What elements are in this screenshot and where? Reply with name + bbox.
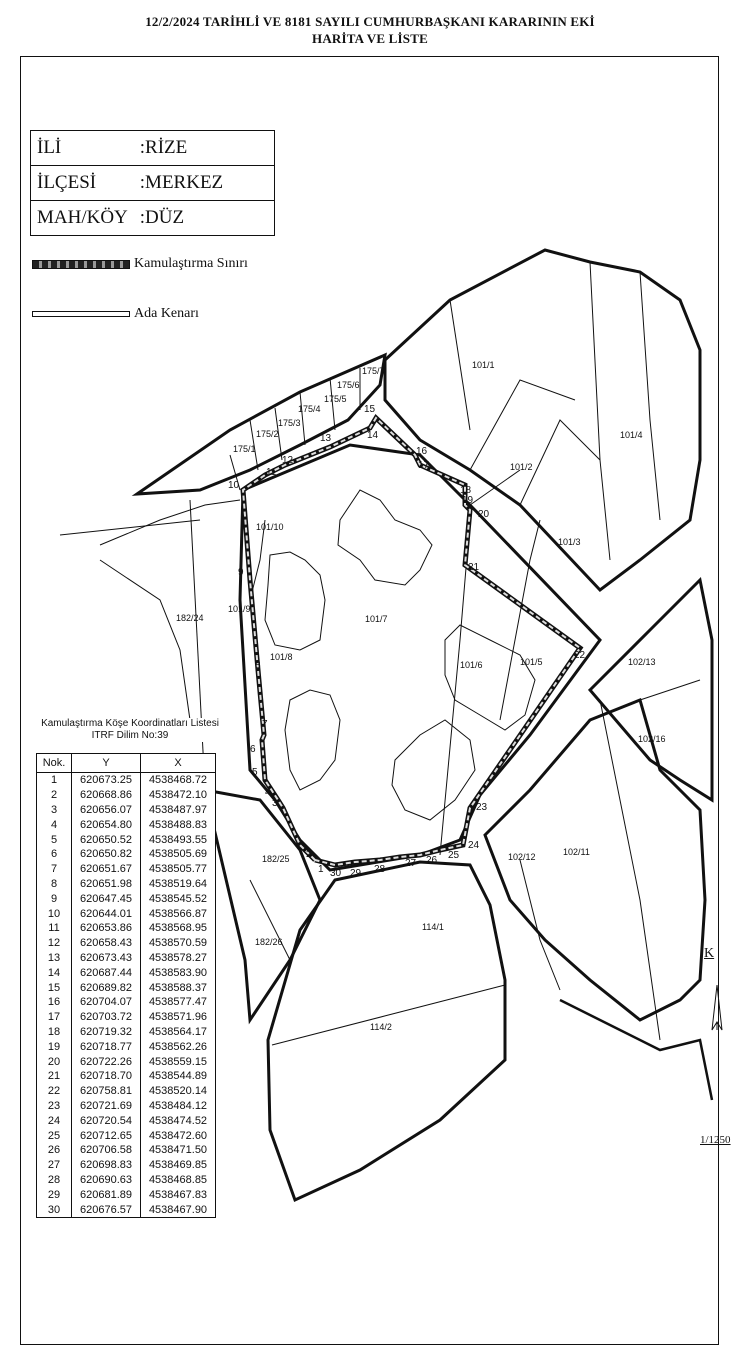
location-info-table <box>30 130 275 236</box>
x-coordinate: 4538583.90 <box>141 965 216 980</box>
table-row <box>37 817 216 832</box>
y-coordinate: 620673.25 <box>72 773 141 788</box>
legend-block-edge-label: Ada Kenarı <box>134 306 199 321</box>
corner-point-label: 19 <box>462 495 474 506</box>
y-coordinate: 620703.72 <box>72 1010 141 1025</box>
district-key: İLÇESİ <box>31 166 134 201</box>
x-coordinate: 4538570.59 <box>141 936 216 951</box>
y-coordinate: 620718.77 <box>72 1039 141 1054</box>
scale-label: 1/1250 <box>700 1134 731 1146</box>
table-row <box>37 877 216 892</box>
point-number: 9 <box>37 891 72 906</box>
point-number: 12 <box>37 936 72 951</box>
corner-point-label: 7 <box>262 719 268 730</box>
table-row <box>37 995 216 1010</box>
parcel-label: 182/24 <box>176 613 204 623</box>
point-number: 8 <box>37 877 72 892</box>
x-coordinate: 4538577.47 <box>141 995 216 1010</box>
x-coordinate: 4538468.72 <box>141 773 216 788</box>
coordinate-table <box>36 753 216 1218</box>
corner-point-label: 30 <box>330 868 342 879</box>
corner-point-label: 15 <box>364 404 376 415</box>
x-coordinate: 4538469.85 <box>141 1158 216 1173</box>
point-number: 18 <box>37 1025 72 1040</box>
col-header-x: X <box>141 754 216 773</box>
point-number: 5 <box>37 832 72 847</box>
table-row <box>37 1187 216 1202</box>
table-row <box>37 965 216 980</box>
corner-point-label: 13 <box>320 433 332 444</box>
parcel-label: 101/8 <box>270 652 293 662</box>
parcel-label: 175/5 <box>324 394 347 404</box>
point-number: 2 <box>37 788 72 803</box>
y-coordinate: 620698.83 <box>72 1158 141 1173</box>
point-number: 19 <box>37 1039 72 1054</box>
table-row <box>37 1025 216 1040</box>
y-coordinate: 620689.82 <box>72 980 141 995</box>
x-coordinate: 4538467.83 <box>141 1187 216 1202</box>
parcel-label: 182/26 <box>255 937 283 947</box>
table-row <box>37 1128 216 1143</box>
x-coordinate: 4538564.17 <box>141 1025 216 1040</box>
parcel-label: 175/2 <box>256 429 279 439</box>
corner-point-label: 21 <box>468 562 480 573</box>
table-row <box>37 1099 216 1114</box>
corner-point-label: 29 <box>350 868 362 879</box>
point-number: 24 <box>37 1113 72 1128</box>
parcel-label: 101/6 <box>460 660 483 670</box>
corner-point-label: 24 <box>468 840 480 851</box>
coord-caption-line2: ITRF Dilim No:39 <box>91 730 169 741</box>
corner-point-label: 22 <box>574 650 586 661</box>
village-value: :DÜZ <box>134 201 275 236</box>
x-coordinate: 4538568.95 <box>141 921 216 936</box>
parcel-label: 114/1 <box>422 922 444 932</box>
table-row <box>37 803 216 818</box>
table-row <box>37 980 216 995</box>
table-row <box>37 773 216 788</box>
point-number: 7 <box>37 862 72 877</box>
point-number: 10 <box>37 906 72 921</box>
parcel-label: 114/2 <box>370 1022 392 1032</box>
point-number: 15 <box>37 980 72 995</box>
building-outline <box>338 490 432 585</box>
block-edge-east-small <box>590 580 712 800</box>
x-coordinate: 4538571.96 <box>141 1010 216 1025</box>
table-row <box>37 1069 216 1084</box>
y-coordinate: 620704.07 <box>72 995 141 1010</box>
corner-point-label: 10 <box>228 480 240 491</box>
y-coordinate: 620668.86 <box>72 788 141 803</box>
corner-point-label: 3 <box>272 798 278 809</box>
y-coordinate: 620644.01 <box>72 906 141 921</box>
table-row <box>37 891 216 906</box>
table-row <box>37 788 216 803</box>
x-coordinate: 4538505.69 <box>141 847 216 862</box>
table-row <box>37 1010 216 1025</box>
x-coordinate: 4538559.15 <box>141 1054 216 1069</box>
corner-point-label: 16 <box>416 446 428 457</box>
x-coordinate: 4538493.55 <box>141 832 216 847</box>
x-coordinate: 4538505.77 <box>141 862 216 877</box>
corner-point-label: 14 <box>367 430 379 441</box>
x-coordinate: 4538578.27 <box>141 951 216 966</box>
block-edge-east <box>385 250 700 590</box>
parcel-label: 101/4 <box>620 430 643 440</box>
point-number: 27 <box>37 1158 72 1173</box>
corner-point-label: 28 <box>374 864 386 875</box>
point-number: 23 <box>37 1099 72 1114</box>
north-label: K <box>704 946 715 961</box>
corner-point-label: 17 <box>418 460 430 471</box>
legend-expropriation <box>32 256 248 272</box>
x-coordinate: 4538562.26 <box>141 1039 216 1054</box>
corner-point-label: 26 <box>426 855 438 866</box>
y-coordinate: 620654.80 <box>72 817 141 832</box>
y-coordinate: 620651.98 <box>72 877 141 892</box>
parcel-label: 102/11 <box>563 847 590 857</box>
x-coordinate: 4538519.64 <box>141 877 216 892</box>
map-subtitle: HARİTA VE LİSTE <box>312 31 428 46</box>
y-coordinate: 620647.45 <box>72 891 141 906</box>
table-row <box>37 1173 216 1188</box>
parcel-label: 101/1 <box>472 360 495 370</box>
parcel-label: 101/5 <box>520 657 543 667</box>
district-value: :MERKEZ <box>134 166 275 201</box>
table-row <box>37 936 216 951</box>
point-number: 1 <box>37 773 72 788</box>
table-row <box>37 847 216 862</box>
corner-point-label: 8 <box>255 660 261 671</box>
col-header-y: Y <box>72 754 141 773</box>
parcel-label: 101/2 <box>510 462 533 472</box>
coord-caption-line1: Kamulaştırma Köşe Koordinatları Listesi <box>41 718 219 729</box>
point-number: 20 <box>37 1054 72 1069</box>
point-number: 3 <box>37 803 72 818</box>
table-row <box>37 1084 216 1099</box>
point-number: 22 <box>37 1084 72 1099</box>
corner-point-label: 5 <box>252 767 258 778</box>
corner-point-label: 6 <box>250 744 256 755</box>
point-number: 11 <box>37 921 72 936</box>
parcel-label: 101/9 <box>228 604 251 614</box>
y-coordinate: 620650.52 <box>72 832 141 847</box>
north-arrow-icon <box>712 985 722 1030</box>
x-coordinate: 4538588.37 <box>141 980 216 995</box>
corner-point-label: 12 <box>282 455 294 466</box>
block-edge-central <box>240 445 600 870</box>
point-number: 30 <box>37 1202 72 1217</box>
parcel-label: 175/7 <box>362 366 385 376</box>
point-number: 4 <box>37 817 72 832</box>
x-coordinate: 4538545.52 <box>141 891 216 906</box>
building-outline <box>445 625 535 730</box>
legend-expropriation-label: Kamulaştırma Sınırı <box>134 256 248 271</box>
double-line-icon <box>32 311 130 317</box>
x-coordinate: 4538484.12 <box>141 1099 216 1114</box>
x-coordinate: 4538472.10 <box>141 788 216 803</box>
y-coordinate: 620653.86 <box>72 921 141 936</box>
y-coordinate: 620718.70 <box>72 1069 141 1084</box>
parcel-label: 175/3 <box>278 418 301 428</box>
corner-point-label: 25 <box>448 850 460 861</box>
y-coordinate: 620706.58 <box>72 1143 141 1158</box>
corner-point-label: 9 <box>238 567 244 578</box>
point-number: 17 <box>37 1010 72 1025</box>
building-outline <box>392 720 475 820</box>
province-key: İLİ <box>31 131 134 166</box>
dashed-line-icon <box>32 260 130 269</box>
point-number: 16 <box>37 995 72 1010</box>
y-coordinate: 620722.26 <box>72 1054 141 1069</box>
point-number: 28 <box>37 1173 72 1188</box>
map-title: 12/2/2024 TARİHLİ VE 8181 SAYILI CUMHURBAŞKANI KARARININ EKİ <box>145 14 595 29</box>
corner-point-label: 18 <box>460 485 472 496</box>
y-coordinate: 620758.81 <box>72 1084 141 1099</box>
x-coordinate: 4538474.52 <box>141 1113 216 1128</box>
x-coordinate: 4538544.89 <box>141 1069 216 1084</box>
table-row <box>37 951 216 966</box>
parcel-label: 102/12 <box>508 852 536 862</box>
parcel-label: 101/10 <box>256 522 284 532</box>
corner-point-label: 23 <box>476 802 488 813</box>
y-coordinate: 620681.89 <box>72 1187 141 1202</box>
table-row <box>37 832 216 847</box>
table-row <box>37 906 216 921</box>
parcel-label: 182/25 <box>262 854 290 864</box>
corner-point-label: 4 <box>265 787 271 798</box>
y-coordinate: 620690.63 <box>72 1173 141 1188</box>
table-row <box>37 1039 216 1054</box>
legend-block-edge <box>32 306 199 322</box>
x-coordinate: 4538468.85 <box>141 1173 216 1188</box>
table-row <box>37 1158 216 1173</box>
y-coordinate: 620719.32 <box>72 1025 141 1040</box>
x-coordinate: 4538472.60 <box>141 1128 216 1143</box>
table-row <box>37 1202 216 1217</box>
corner-point-label: 1 <box>318 864 324 875</box>
x-coordinate: 4538471.50 <box>141 1143 216 1158</box>
village-key: MAH/KÖY <box>31 201 134 236</box>
table-row <box>37 862 216 877</box>
y-coordinate: 620658.43 <box>72 936 141 951</box>
x-coordinate: 4538566.87 <box>141 906 216 921</box>
y-coordinate: 620656.07 <box>72 803 141 818</box>
parcel-label: 175/4 <box>298 404 321 414</box>
y-coordinate: 620721.69 <box>72 1099 141 1114</box>
point-number: 25 <box>37 1128 72 1143</box>
y-coordinate: 620650.82 <box>72 847 141 862</box>
table-row <box>37 1054 216 1069</box>
y-coordinate: 620712.65 <box>72 1128 141 1143</box>
parcel-label: 175/6 <box>337 380 360 390</box>
point-number: 13 <box>37 951 72 966</box>
parcel-label: 175/1 <box>233 444 256 454</box>
x-coordinate: 4538488.83 <box>141 817 216 832</box>
province-value: :RİZE <box>134 131 275 166</box>
point-number: 6 <box>37 847 72 862</box>
table-row <box>37 1143 216 1158</box>
corner-point-label: 20 <box>478 509 490 520</box>
building-outline <box>285 690 340 790</box>
parcel-label: 101/3 <box>558 537 581 547</box>
point-number: 29 <box>37 1187 72 1202</box>
y-coordinate: 620676.57 <box>72 1202 141 1217</box>
block-edge-north <box>137 355 385 494</box>
y-coordinate: 620651.67 <box>72 862 141 877</box>
y-coordinate: 620673.43 <box>72 951 141 966</box>
table-row <box>37 921 216 936</box>
corner-point-label: 2 <box>306 849 312 860</box>
parcel-label: 102/16 <box>638 734 666 744</box>
corner-point-label: 27 <box>405 858 417 869</box>
y-coordinate: 620720.54 <box>72 1113 141 1128</box>
x-coordinate: 4538487.97 <box>141 803 216 818</box>
col-header-point: Nok. <box>37 754 72 773</box>
corner-point-label: 11 <box>266 467 277 478</box>
building-outline <box>265 552 325 650</box>
coordinate-rows <box>37 773 216 1218</box>
point-number: 21 <box>37 1069 72 1084</box>
parcel-label: 102/13 <box>628 657 656 667</box>
y-coordinate: 620687.44 <box>72 965 141 980</box>
x-coordinate: 4538520.14 <box>141 1084 216 1099</box>
point-number: 14 <box>37 965 72 980</box>
parcel-label: 101/7 <box>365 614 388 624</box>
coord-table-caption <box>26 718 234 742</box>
x-coordinate: 4538467.90 <box>141 1202 216 1217</box>
point-number: 26 <box>37 1143 72 1158</box>
table-row <box>37 1113 216 1128</box>
